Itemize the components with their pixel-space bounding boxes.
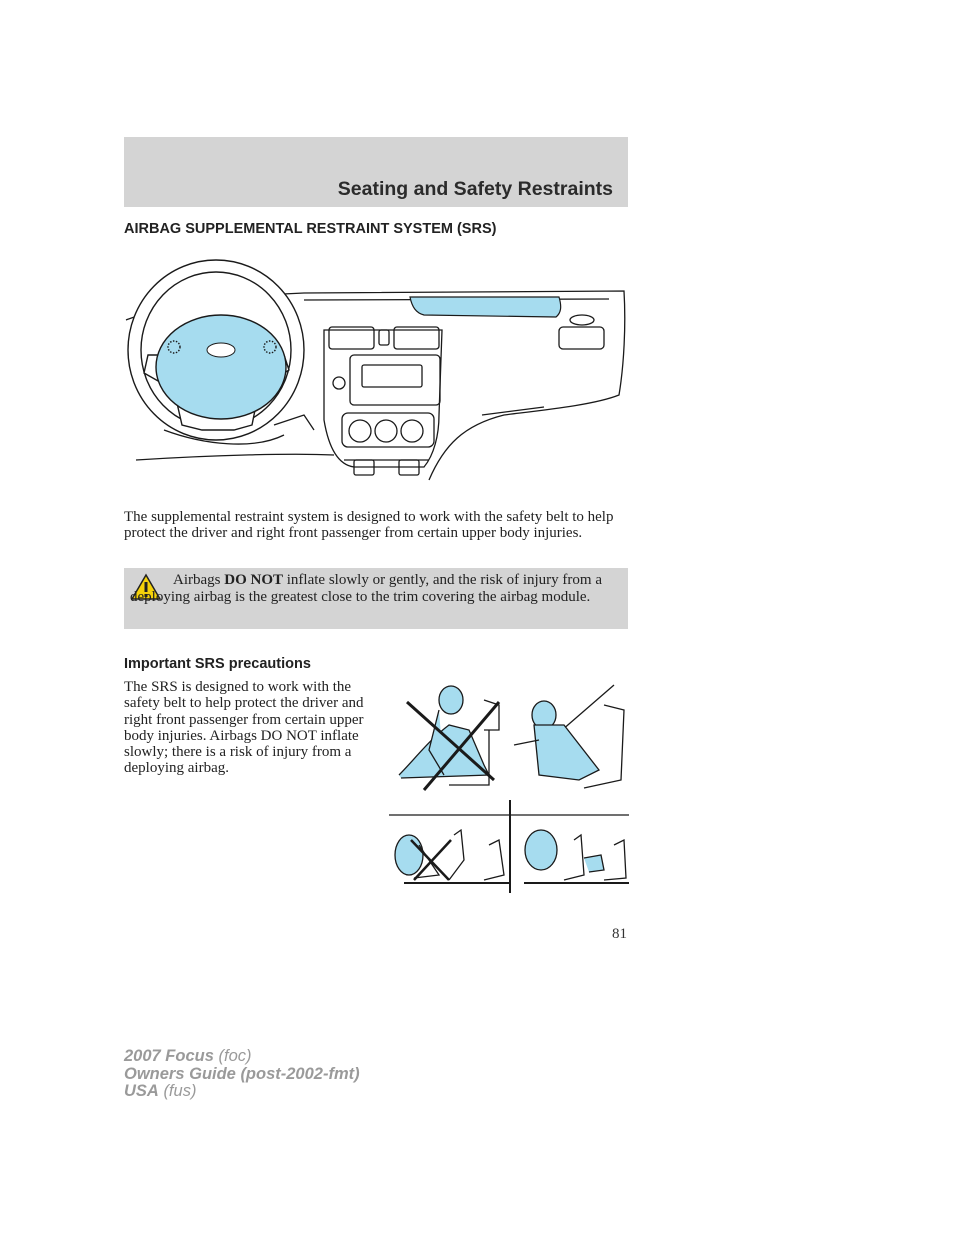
footer-line-3: USA (fus) [124, 1082, 197, 1100]
precautions-paragraph: The SRS is designed to work with the safety belt to help protect the driver and right front passenger from certain upper body injuries. Airbags DO NOT inflate slowly; there is a risk of injury from a deploying airbag. [124, 679, 364, 777]
warning-text [130, 572, 620, 605]
footer-line-2: Owners Guide (post-2002-fmt) [124, 1064, 360, 1083]
section-heading: AIRBAG SUPPLEMENTAL RESTRAINT SYSTEM (SRS) [124, 221, 497, 237]
dashboard-airbag-illustration [124, 255, 628, 485]
footer-line-1: 2007 Focus (foc) [124, 1047, 252, 1065]
page-number: 81 [612, 926, 627, 942]
warning-rest: inflate slowly or gently, and the risk of injury from a deploying airbag is the greatest close to the trim covering the airbag module. [130, 572, 602, 605]
intro-paragraph: The supplemental restraint system is designed to work with the safety belt to help protect the driver and right front passenger from certain upper body injuries. [124, 509, 614, 542]
page-title: Seating and Safety Restraints [337, 178, 613, 200]
occupant-position-illustration [389, 680, 629, 895]
header-band [124, 137, 628, 207]
warning-prefix: Airbags [173, 572, 221, 588]
warning-emphasis: DO NOT [224, 572, 284, 588]
footer [124, 1048, 360, 1101]
precautions-heading: Important SRS precautions [124, 656, 311, 672]
warning-box [124, 568, 628, 629]
